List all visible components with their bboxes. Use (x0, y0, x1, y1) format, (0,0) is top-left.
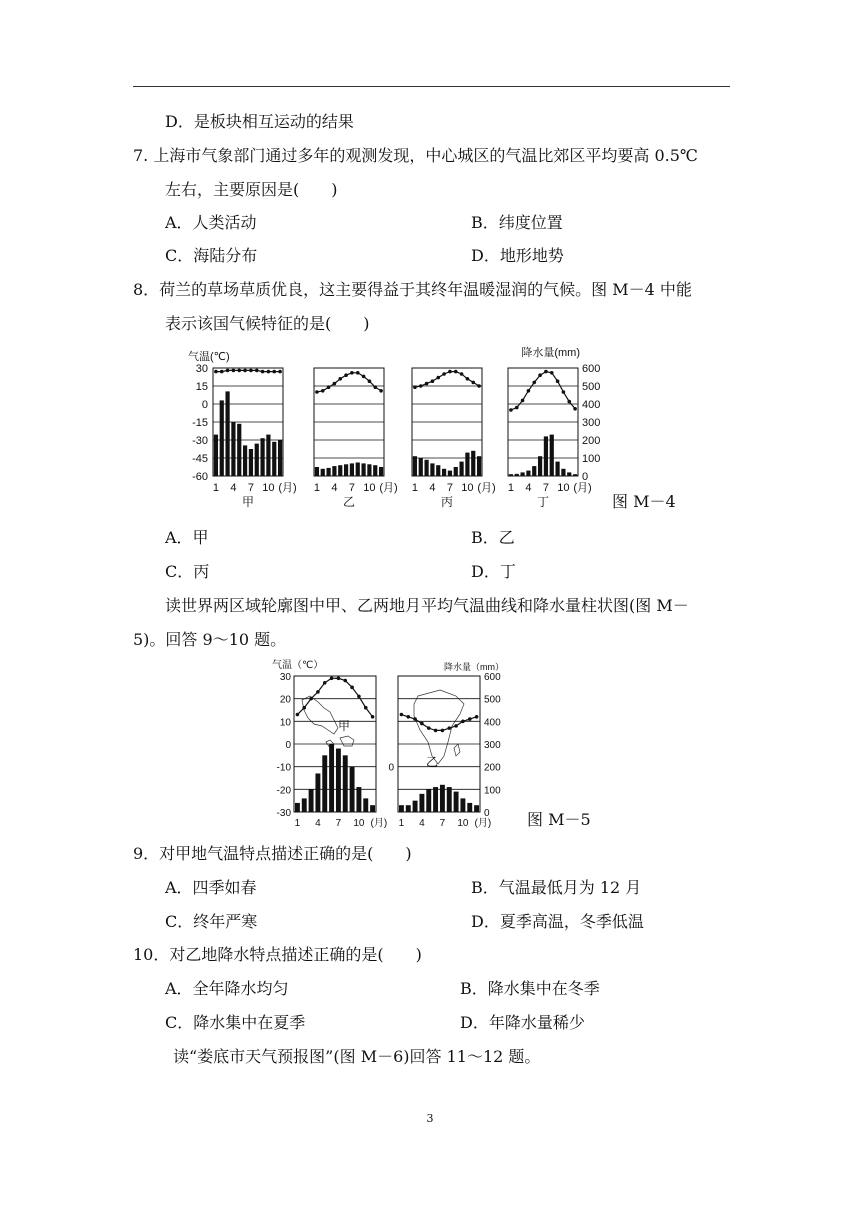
m5-right-tick-label: 400 (484, 717, 501, 729)
precip-bar (350, 767, 355, 812)
m5-left-tick-label: 30 (279, 672, 291, 683)
month-tick-label: 7 (247, 482, 254, 494)
precip-bar (255, 444, 259, 476)
temperature-point (371, 715, 375, 719)
month-tick-label: 1 (411, 482, 418, 494)
intro-9-10-line1: 读世界两区域轮廓图中甲、乙两地月平均气温曲线和降水量柱状图(图 M－ (165, 596, 689, 615)
climate-panel-m4-3 (508, 368, 578, 476)
temperature-point (431, 379, 435, 383)
m5-right-tick-label: 600 (484, 672, 501, 683)
m4-panel-name: 丙 (440, 495, 454, 509)
temperature-point (441, 729, 445, 733)
q8-option-a: A．甲 (165, 528, 209, 547)
precip-bar (214, 435, 218, 476)
temperature-point (442, 372, 446, 376)
precip-bar (260, 438, 264, 476)
climate-panel-m4-0 (213, 368, 283, 476)
q7-option-b: B．纬度位置 (471, 213, 563, 232)
temperature-point (538, 373, 542, 377)
month-tick-label: 4 (230, 482, 237, 494)
temperature-point (413, 385, 417, 389)
temperature-point (338, 377, 342, 381)
temperature-point (364, 706, 368, 710)
temperature-point (562, 390, 566, 394)
precip-bar (430, 463, 434, 476)
temperature-point (468, 717, 472, 721)
month-unit-label: (月) (573, 482, 592, 494)
temperature-point (315, 390, 319, 394)
precip-bar (567, 472, 571, 476)
m4-left-tick-label: -45 (192, 453, 208, 465)
figure-m5-caption: 图 M－5 (527, 810, 591, 829)
month-tick-label: 1 (398, 818, 405, 829)
temperature-point (249, 369, 253, 373)
temperature-point (373, 385, 377, 389)
q7-stem-line2: 左右，主要原因是( ) (165, 180, 338, 199)
m4-right-tick-label: 100 (582, 453, 600, 465)
temperature-point (362, 375, 366, 379)
precip-bar (278, 440, 282, 476)
q9-option-c: C．终年严寒 (165, 912, 258, 931)
precip-bar (225, 391, 229, 476)
m5-left-tick-label: 0 (285, 740, 291, 751)
temperature-point (527, 389, 531, 393)
precip-bar (544, 436, 548, 476)
precip-bar (538, 456, 542, 476)
precip-bar (343, 755, 348, 812)
precip-bar (329, 744, 334, 812)
temperature-point (413, 717, 417, 721)
m4-right-tick-label: 400 (582, 399, 600, 411)
precip-bar (460, 798, 465, 812)
temperature-line (297, 678, 372, 717)
temperature-point (532, 381, 536, 385)
temperature-line (317, 373, 381, 392)
figure-m4 (180, 343, 600, 517)
precip-bar (336, 749, 341, 812)
temperature-point (237, 369, 241, 373)
q10-option-a: A．全年降水均匀 (165, 979, 289, 998)
temperature-line (401, 715, 476, 731)
figure-m5 (268, 656, 508, 836)
precip-bar (454, 792, 459, 812)
temperature-point (278, 370, 282, 374)
precip-bar (373, 465, 377, 476)
m5-label-yi: 乙 (426, 755, 439, 769)
m4-left-axis-title: 气温(℃) (188, 351, 230, 363)
precip-bar (440, 785, 445, 812)
m4-left-tick-label: 30 (195, 363, 208, 375)
precip-bar (447, 787, 452, 812)
precip-bar (406, 805, 411, 812)
temperature-point (350, 686, 354, 690)
precip-bar (220, 400, 224, 476)
q8-stem-line1: 8．荷兰的草场草质优良，这主要得益于其终年温暖湿润的气候。图 M－4 中能 (133, 280, 692, 299)
precip-bar (442, 469, 446, 476)
temperature-point (471, 381, 475, 385)
month-unit-label: (月) (477, 482, 496, 494)
q7-option-c: C．海陆分布 (165, 246, 258, 265)
precip-bar (573, 474, 577, 476)
header-rule (133, 86, 730, 87)
month-tick-label: 7 (446, 482, 453, 494)
q7-stem-line1: 7. 上海市气象部门通过多年的观测发现，中心城区的气温比郊区平均要高 0.5℃ (133, 146, 698, 165)
temperature-point (368, 379, 372, 383)
precip-bar (477, 456, 481, 476)
temperature-point (434, 729, 438, 733)
m5-right-tick-label: 300 (484, 740, 501, 751)
climate-panel-m4-2 (412, 368, 482, 476)
temperature-line (415, 372, 479, 388)
m4-right-tick-label: 600 (582, 363, 600, 375)
precip-bar (322, 755, 327, 812)
precip-bar (436, 465, 440, 476)
m4-right-tick-label: 0 (582, 471, 589, 483)
precip-bar (332, 466, 336, 476)
q8-stem-line2: 表示该国气候特征的是( ) (165, 314, 370, 333)
m5-right-tick-label: 100 (484, 785, 501, 797)
m4-panel-name: 甲 (241, 495, 255, 509)
temperature-point (454, 370, 458, 374)
precip-bar (315, 773, 320, 812)
precip-bar (379, 467, 383, 476)
climate-panel-m4-1 (314, 368, 384, 476)
precip-bar (555, 462, 559, 476)
precip-bar (448, 471, 452, 476)
temperature-point (466, 377, 470, 381)
month-tick-label: 10 (461, 482, 474, 494)
temperature-point (343, 679, 347, 683)
month-tick-label: 7 (439, 818, 446, 829)
q10-option-d: D．年降水量稀少 (460, 1013, 585, 1032)
madagascar-outline (454, 744, 460, 756)
temperature-point (544, 370, 548, 374)
m5-right-tick-label: 500 (484, 694, 501, 706)
m5-label-jia: 甲 (338, 719, 351, 733)
precip-bar (399, 805, 404, 812)
month-tick-label: 1 (294, 818, 301, 829)
temperature-point (272, 370, 276, 374)
precip-bar (295, 803, 300, 812)
precip-bar (249, 449, 253, 476)
temperature-point (255, 369, 259, 373)
month-tick-label: 10 (353, 818, 365, 829)
temperature-point (521, 399, 525, 403)
precip-bar (370, 805, 375, 812)
temperature-point (515, 406, 519, 410)
precip-bar (433, 787, 438, 812)
precip-bar (467, 803, 472, 812)
precip-bar (526, 471, 530, 476)
m5-left-tick-label: -20 (276, 785, 291, 797)
precip-bar (237, 424, 241, 476)
temperature-point (425, 382, 429, 386)
temperature-point (267, 370, 271, 374)
precip-bar (459, 462, 463, 476)
q10-option-c: C．降水集中在夏季 (165, 1013, 306, 1032)
precip-bar (413, 801, 418, 812)
temperature-point (420, 722, 424, 726)
temperature-point (509, 408, 513, 412)
temperature-line (216, 370, 280, 371)
temperature-point (419, 384, 423, 388)
precip-bar (231, 422, 235, 476)
temperature-point (333, 382, 337, 386)
intro-11-12: 读“娄底市天气预报图”(图 M－6)回答 11～12 题。 (173, 1047, 541, 1066)
q7-option-d: D．地形地势 (471, 246, 564, 265)
temperature-point (406, 715, 410, 719)
australia-outline (340, 736, 354, 746)
temperature-point (400, 713, 404, 717)
month-tick-label: 4 (315, 818, 321, 829)
temperature-point (296, 713, 300, 717)
precip-bar (266, 435, 270, 476)
m4-right-tick-label: 300 (582, 417, 600, 429)
temperature-point (350, 371, 354, 375)
q8-option-b: B．乙 (471, 528, 515, 547)
month-tick-label: 10 (457, 818, 469, 829)
temperature-point (344, 373, 348, 377)
temperature-point (567, 400, 571, 404)
precip-bar (361, 463, 365, 476)
temperature-point (356, 371, 360, 375)
precip-bar (471, 451, 475, 476)
precip-bar (474, 805, 479, 812)
month-tick-label: 10 (262, 482, 275, 494)
month-tick-label: 10 (557, 482, 570, 494)
temperature-point (226, 369, 230, 373)
precip-bar (272, 442, 276, 476)
month-unit-label: (月) (278, 482, 297, 494)
precip-bar (356, 787, 361, 812)
precip-bar (350, 463, 354, 476)
precip-bar (321, 469, 325, 476)
precip-bar (419, 794, 424, 812)
temperature-point (261, 370, 265, 374)
temperature-point (214, 370, 218, 374)
temperature-point (337, 676, 341, 680)
m4-left-tick-label: 15 (195, 381, 208, 393)
temperature-point (427, 726, 431, 730)
month-tick-label: 10 (363, 482, 376, 494)
precip-bar (302, 798, 307, 812)
precip-bar (419, 458, 423, 476)
precip-bar (315, 467, 319, 476)
m5-left-tick-label: 10 (279, 717, 291, 729)
precip-bar (309, 789, 314, 812)
temperature-point (302, 706, 306, 710)
month-unit-label: (月) (379, 482, 398, 494)
precip-bar (465, 453, 469, 476)
m5-inner-zero-label: 0 (388, 762, 394, 774)
precip-bar (344, 464, 348, 476)
temperature-point (220, 370, 224, 374)
temperature-point (461, 720, 465, 724)
q9-option-b: B．气温最低月为 12 月 (471, 878, 642, 897)
temperature-point (309, 697, 313, 701)
precip-bar (509, 474, 513, 476)
temperature-point (232, 369, 236, 373)
m4-left-tick-label: -30 (192, 435, 208, 447)
q10-option-b: B．降水集中在冬季 (460, 979, 600, 998)
q10-stem: 10．对乙地降水特点描述正确的是( ) (133, 945, 422, 964)
m5-right-tick-label: 0 (484, 808, 490, 819)
intro-9-10-line2: 5)。回答 9～10 题。 (133, 630, 287, 649)
precip-bar (367, 464, 371, 476)
climate-panel-m5-1 (398, 676, 480, 812)
temperature-point (573, 407, 577, 411)
q9-stem: 9．对甲地气温特点描述正确的是( ) (133, 844, 412, 863)
precip-bar (243, 445, 247, 476)
m5-left-tick-label: 20 (279, 694, 291, 706)
temperature-point (323, 681, 327, 685)
m4-right-tick-label: 200 (582, 435, 600, 447)
q7-option-a: A．人类活动 (165, 213, 257, 232)
month-tick-label: 7 (542, 482, 549, 494)
month-tick-label: 1 (212, 482, 219, 494)
month-tick-label: 4 (331, 482, 338, 494)
precip-bar (363, 798, 368, 812)
precip-bar (356, 463, 360, 477)
precip-bar (413, 456, 417, 476)
precip-bar (515, 474, 519, 476)
m5-right-tick-label: 200 (484, 762, 501, 774)
temperature-point (321, 389, 325, 393)
q6-option-d: D．是板块相互运动的结果 (165, 112, 354, 131)
m4-left-tick-label: -60 (192, 471, 208, 483)
q9-option-d: D．夏季高温，冬季低温 (471, 912, 644, 931)
q8-option-d: D．丁 (471, 562, 516, 581)
m5-left-tick-label: -30 (276, 808, 291, 819)
m5-left-tick-label: -10 (276, 762, 291, 774)
temperature-point (454, 724, 458, 728)
temperature-point (436, 376, 440, 380)
temperature-point (327, 385, 331, 389)
precip-bar (550, 435, 554, 476)
m5-left-axis-title: 气温（℃） (272, 660, 324, 671)
month-unit-label: (月) (474, 818, 492, 829)
precip-bar (454, 467, 458, 476)
month-tick-label: 1 (507, 482, 514, 494)
temperature-point (379, 389, 383, 393)
month-tick-label: 4 (419, 818, 425, 829)
m5-right-axis-title: 降水量（mm） (444, 662, 504, 672)
precip-bar (424, 460, 428, 476)
figure-m4-caption: 图 M－4 (612, 492, 676, 511)
temperature-point (330, 676, 334, 680)
month-tick-label: 1 (313, 482, 320, 494)
temperature-point (556, 379, 560, 383)
month-tick-label: 7 (348, 482, 355, 494)
m4-panel-name: 丁 (536, 495, 550, 509)
month-tick-label: 4 (525, 482, 532, 494)
temperature-point (243, 369, 247, 373)
m4-left-tick-label: 0 (201, 399, 208, 411)
temperature-point (448, 370, 452, 374)
m4-panel-name: 乙 (342, 495, 356, 509)
precip-bar (532, 466, 536, 476)
precip-bar (520, 472, 524, 476)
precip-bar (338, 465, 342, 476)
climate-panel-m5-0 (294, 676, 376, 812)
temperature-point (447, 726, 451, 730)
precip-bar (426, 789, 431, 812)
temperature-point (475, 715, 479, 719)
month-tick-label: 4 (429, 482, 436, 494)
temperature-point (460, 372, 464, 376)
temperature-point (357, 695, 361, 699)
temperature-point (316, 690, 320, 694)
asia-outline (302, 696, 338, 734)
page-number: 3 (426, 1112, 434, 1125)
precip-bar (326, 468, 330, 476)
temperature-point (550, 371, 554, 375)
q8-option-c: C．丙 (165, 562, 210, 581)
m4-left-tick-label: -15 (192, 417, 208, 429)
q9-option-a: A．四季如春 (165, 878, 257, 897)
m4-right-axis-title: 降水量(mm) (521, 347, 580, 359)
m4-right-tick-label: 500 (582, 381, 600, 393)
temperature-point (477, 384, 481, 388)
month-unit-label: (月) (370, 818, 388, 829)
month-tick-label: 7 (335, 818, 342, 829)
precip-bar (561, 469, 565, 476)
